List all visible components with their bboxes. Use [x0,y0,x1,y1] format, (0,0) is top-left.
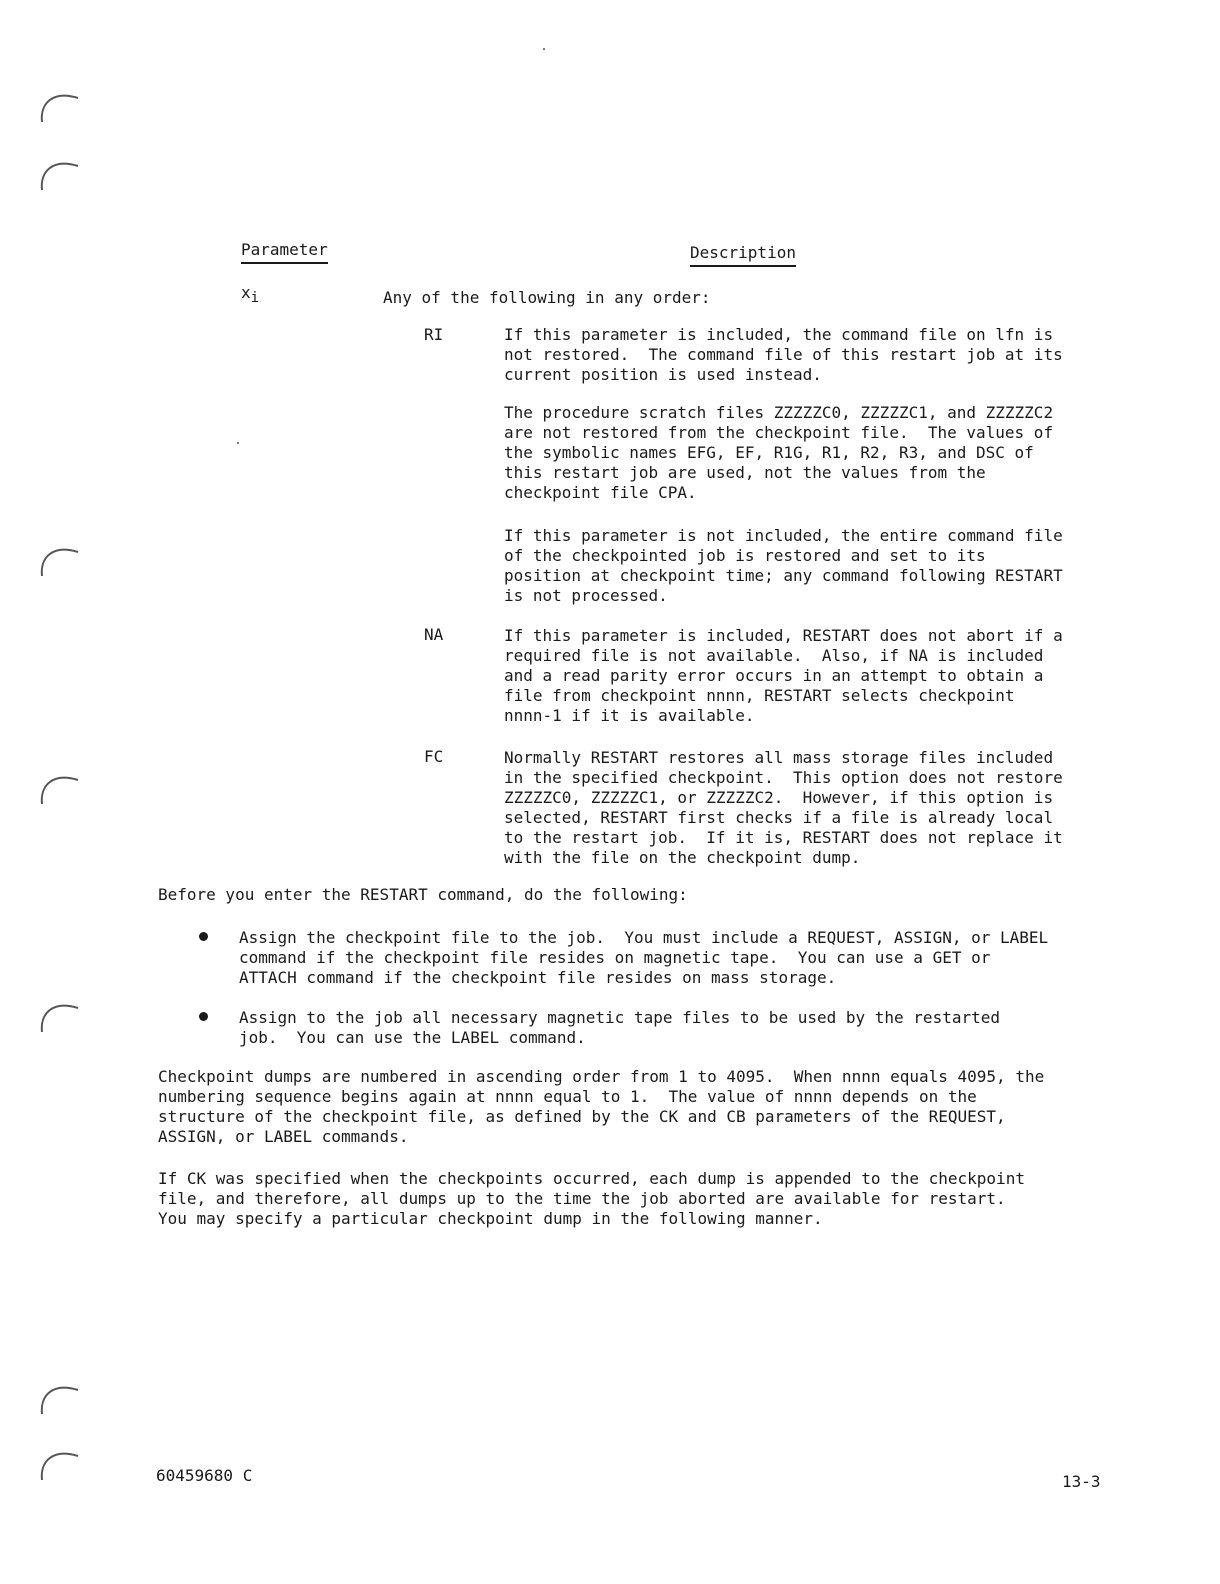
bullet-icon [199,1012,208,1021]
binder-hole-mark [38,1442,82,1482]
binder-hole-mark [38,538,82,578]
binder-hole-mark [38,994,82,1034]
parameter-symbol: x [241,283,251,302]
scan-speck [543,48,545,50]
bullet-icon [199,932,208,941]
document-number: 60459680 C [156,1466,253,1485]
parameter-column-header: Parameter [241,240,328,264]
description-column-header: Description [690,243,796,267]
parameter-intro: Any of the following in any order: [383,288,711,307]
binder-hole-mark [38,84,82,124]
option-ri-paragraph: If this parameter is included, the command file on lfn is not restored. The command file of this restart job at its current position is used instead. [504,325,1063,384]
option-code-na: NA [424,625,444,644]
page-number: 13-3 [1062,1472,1101,1491]
option-fc-paragraph: Normally RESTART restores all mass storage files included in the specified checkpoint. This option does not restore ZZZZZC0, ZZZZZC1, or ZZZZZC2. However, if this option is selected, RESTART first checks if a file is already local to the restart job. If it is, RESTART does not replace it with the file on the checkpoint dump. [504,748,1063,867]
option-code-ri: RI [424,325,444,344]
binder-hole-mark [38,1376,82,1416]
scan-speck [237,442,239,444]
before-restart-text: Before you enter the RESTART command, do the following: [158,885,688,904]
parameter-subscript: i [250,290,260,307]
binder-hole-mark [38,152,82,192]
ck-specified-paragraph: If CK was specified when the checkpoints occurred, each dump is appended to the checkpoint file, and therefore, all dumps up to the time the job aborted are available for restart. You may specify a particular checkpoint dump in the following manner. [158,1169,1025,1228]
option-ri-paragraph: The procedure scratch files ZZZZZC0, ZZZZZC1, and ZZZZZC2 are not restored from the checkpoint file. The values of the symbolic names EFG, EF, R1G, R1, R2, R3, and DSC of this restart job are used, not the values from the checkpoint file CPA. [504,403,1054,502]
checkpoint-dumps-paragraph: Checkpoint dumps are numbered in ascending order from 1 to 4095. When nnnn equals 4095, the numbering sequence begins again at nnnn equal to 1. The value of nnnn depends on the structure of the checkpoint file, as defined by the CK and CB parameters of the REQUEST, ASSIGN, or LABEL commands. [158,1067,1045,1146]
option-code-fc: FC [424,747,444,766]
bullet-item: Assign the checkpoint file to the job. You must include a REQUEST, ASSIGN, or LABEL command if the checkpoint file resides on magnetic tape. You can use a GET or ATTACH command if the checkpoint file resides on mass storage. [239,928,1049,987]
bullet-item: Assign to the job all necessary magnetic tape files to be used by the restarted job. You can use the LABEL command. [239,1008,1000,1047]
binder-hole-mark [38,766,82,806]
option-ri-paragraph: If this parameter is not included, the entire command file of the checkpointed job is restored and set to its position at checkpoint time; any command following RESTART is not processed. [504,526,1063,605]
option-na-paragraph: If this parameter is included, RESTART does not abort if a required file is not available. Also, if NA is included and a read parity error occurs in an attempt to obtain a file from checkpoint nnnn, RESTART selects checkpoint nnnn-1 if it is available. [504,626,1063,725]
parameter-name [241,283,259,308]
